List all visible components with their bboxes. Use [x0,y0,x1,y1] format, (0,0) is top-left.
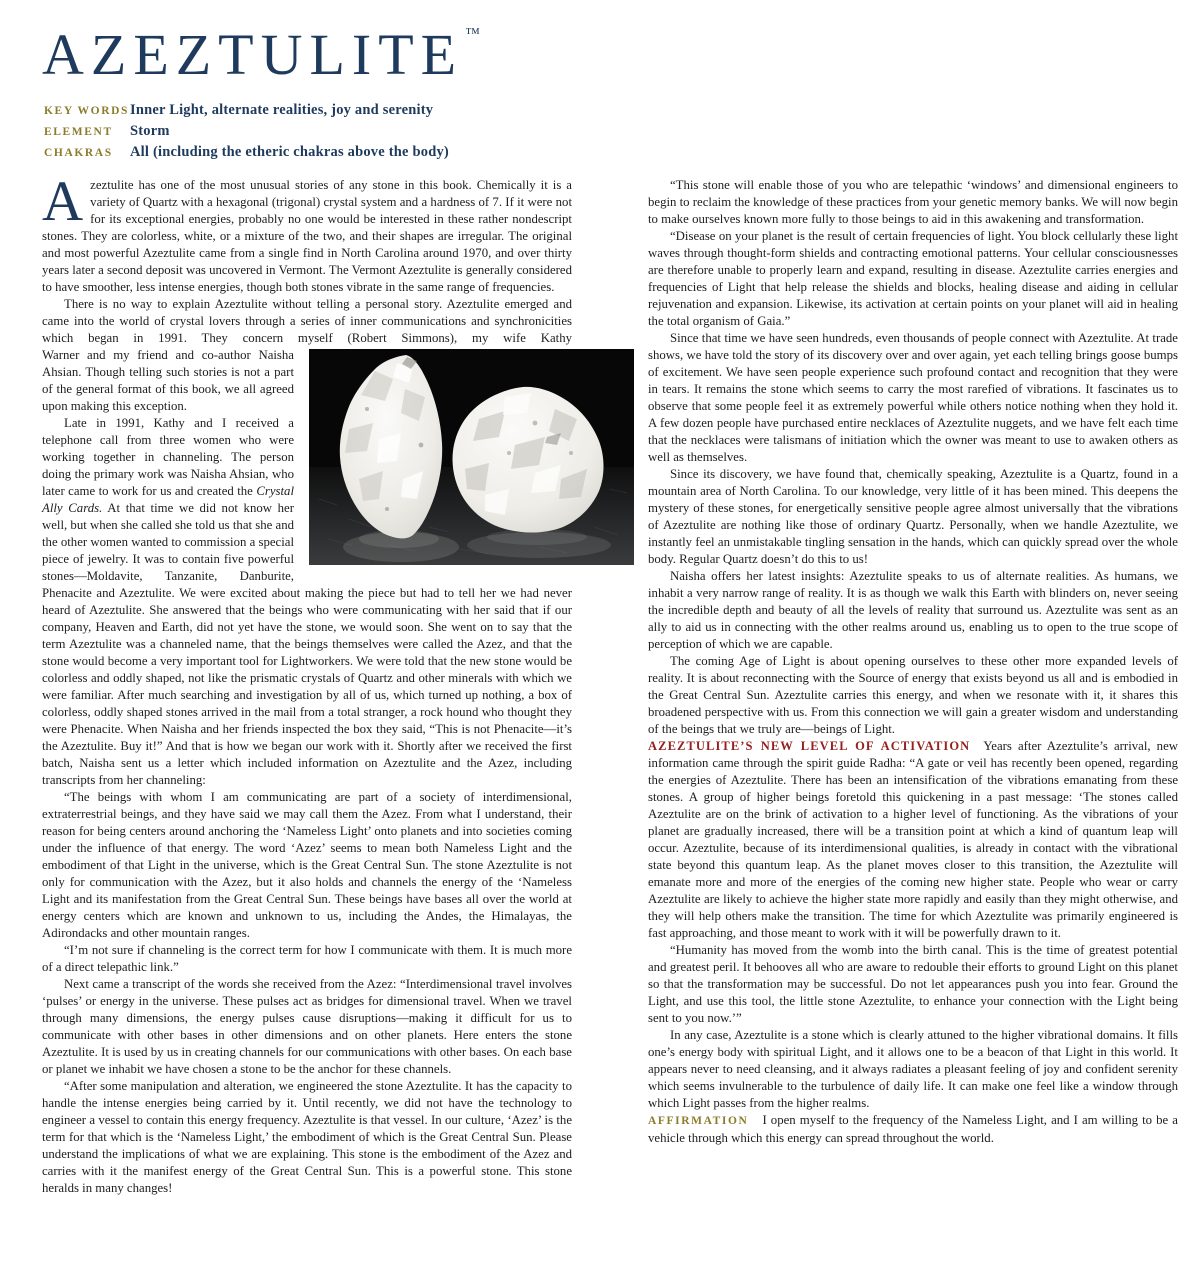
paragraph: Warner and my friend and co-author Naisha Ahsian. Though telling such stories is not a part of the general format of this book, we all agreed upon making this exception. [42,348,294,413]
paragraph: “Humanity has moved from the womb into the birth canal. This is the time of greatest potential and greatest peril. It behooves all who are aware to redouble their efforts to ground Light on this planet so that the transformation may be successful. Do not let appearances push you into fear. Ground the Light, and use this tool, the little stone Azeztulite, to enhance your connection with the Light being sent to you now.’” [648,943,1178,1025]
trademark-symbol: ™ [465,26,481,42]
right-column [648,177,1178,1197]
paragraph: In any case, Azeztulite is a stone which is clearly attuned to the higher vibrational domains. It fills one’s energy body with spiritual Light, and it allows one to be a beacon of that Light in this world. It appears never to need cleansing, and it always radiates a pleasant feeling of joy and confident serenity which seems invulnerable to the turbulence of daily life. It can make one feel like a window through which Light passes from the higher realms. [648,1028,1178,1110]
affirmation-label: AFFIRMATION [648,1115,749,1127]
paragraph: Azeztulite has one of the most unusual stories of any stone in this book. Chemically it is a variety of Quartz with a hexagonal (trigonal) crystal system and a hardness of 7. If it were not for its exceptional energies, probably no one would be interested in these rather nondescript stones. They are colorless, white, or a mixture of the two, and their shapes are irregular. The original and most powerful Azeztulite came from a single find in North Carolina around 1970, and over thirty years later a second deposit was uncovered in Vermont. The Vermont Azeztulite is generally considered to have smoother, less intense energies, though both stones vibrate in the same range of frequencies. [42,170,572,294]
affirmation-text: I open myself to the frequency of the Nameless Light, and I am willing to be a vehicle through which this energy can spread throughout the world. [648,1113,1178,1145]
book-title-italic: Crystal Ally Cards. [42,484,294,515]
meta-label-key-words: KEY WORDS [44,105,130,117]
drop-cap: A [42,170,84,233]
meta-value-element: Storm [130,123,170,139]
page-title [42,22,1170,87]
paragraph: “This stone will enable those of you who are telepathic ‘windows’ and dimensional engineers to begin to reclaim the knowledge of these practices from your genetic memory banks. We will now begin to make ourselves known more fully to those beings to aid in this awakening and transformation. [648,178,1179,226]
meta-row-element [44,123,1170,140]
paragraph: There is no way to explain Azeztulite without telling a personal story. Azeztulite emerged and came into the world of crystal lovers through a series of inner communications and synchronicities which began in 1991. They concern myself (Robert Simmons), my wife Kathy [42,297,572,345]
meta-value-key-words: Inner Light, alternate realities, joy and serenity [130,102,434,118]
paragraph: “Disease on your planet is the result of certain frequencies of light. You block cellularly these light waves through thought-form shields and contracting emotional patterns. Your cellular consciousnesses are therefore unable to properly learn and expand, resulting in disease. Azeztulite carries energies and frequencies of Light that help release the shields and blocks, healing disease and aiding in cellular rejuvenation and expansion. Likewise, its activation at certain points on your planet will aid in healing the total organism of Gaia.” [648,229,1178,328]
meta-row-chakras [44,144,1170,161]
two-column-text [42,170,1179,1197]
meta-label-chakras: CHAKRAS [44,147,113,159]
left-column [42,170,572,1197]
paragraph: Naisha offers her latest insights: Azeztulite speaks to us of alternate realities. As humans, we inhabit a very narrow range of reality. It is as though we walk this Earth with blinders on, never seeing the incredible depth and beauty of all the levels of reality that surround us. Azeztulite was sent as an ally to aid us in connecting with the other realms around us, enabling us to open to the true scope of perception of which we are capable. [648,569,1178,651]
section-heading-activation: AZEZTULITE’S NEW LEVEL OF ACTIVATION [648,739,971,753]
page-title-text: AZEZTULITE [42,22,464,87]
paragraph: “The beings with whom I am communicating are part of a society of interdimensional, extraterrestrial beings, and they have said we may call them the Azez. From what I understand, their reason for being centers around anchoring the ‘Nameless Light’ onto planets and into societies coming under the influence of that energy. The word ‘Azez’ seems to mean both Nameless Light and the embodiment of that Light in the universe, which is the Great Central Sun. The stone Azeztulite is not only for communication with the Azez, but it also holds and channels the energy of the ‘Nameless Light and its manifestation from the Great Central Sun. These beings have bases all over the world at energy centers which are known and unknown to us, including the Andes, the Himalayas, the Adirondacks and other mountain ranges. [42,790,572,940]
meta-row-key-words [44,102,1170,119]
activation-text: Years after Azeztulite’s arrival, new information came through the spirit guide Radha: “A gate or veil has recently been opened, regarding the energies of Azeztulite. There has been an intensification of the vibrations emanating from these stones. A group of higher beings foretold this quickening in a past message: ‘The stones called Azeztulite are on the brink of activation to a higher level of functioning. As the vibrations of your planet are gradually increased, there will be a transition point at which a kind of quantum leap will occur. Azeztulite, because of its interdimensional qualities, is already in contact with the vibrational state beyond this quantum leap. As the planet moves closer to this transition, the Azeztulite will emanate more and more of the energies of the coming new higher state. People who wear or carry Azeztulite are likely to achieve the higher state more rapidly and easily than they might otherwise, and they will help others make the transition. The time for which Azeztulite was primarily engineered is fast approaching, and those meant to work with it will be powerfully drawn to it. [648,739,1178,940]
meta-label-element: ELEMENT [44,126,113,138]
meta-value-chakras: All (including the etheric chakras above the body) [130,144,449,160]
azeztulite-photo [309,349,634,565]
paragraph: “I’m not sure if channeling is the correct term for how I communicate with them. It is much more of a direct telepathic link.” [42,943,572,974]
paragraph: Next came a transcript of the words she received from the Azez: “Interdimensional travel involves ‘pulses’ or energy in the universe. These pulses act as bridges for dimensional travel. When we travel through many dimensions, the energy pulses cause disruptions—making it difficult for us to communicate with other bases in other dimensions and on other planets. Here enters the stone Azeztulite. It is used by us in creating channels for our communications with other bases. On each base or planet we inhabit we have chosen a stone to be the anchor for these channels. [42,977,572,1076]
paragraph: “After some manipulation and alteration, we engineered the stone Azeztulite. It has the capacity to handle the intense energies being carried by it. Until recently, we did not have the technology to engineer a vessel to contain this energy frequency. Azeztulite is that vessel. In our culture, ‘Azez’ is the term for that which is the ‘Nameless Light,’ the embodiment of which is the Great Central Sun. Please understand the implications of what we are explaining. This stone is the embodiment of the Azez and carries with it the manifest energy of the Great Central Sun. This is a powerful stone. This stone heralds in many changes! [42,1079,572,1195]
activation-section [648,738,1178,942]
paragraph: Since its discovery, we have found that, chemically speaking, Azeztulite is a Quartz, found in a mountain area of North Carolina. To our knowledge, very little of it has been mined. This deepens the mystery of these stones, for energetically sensitive people agree almost universally that the vibrations of Azeztulite are nothing like those of ordinary Quartz. Personally, when we handle Azeztulite, we instantly feel an unmistakable tingling sensation in the hands, which can quickly spread over the whole body. Regular Quartz doesn’t do this to us! [648,467,1178,566]
paragraph: Late in 1991, Kathy and I received a telephone call from three women who were working together in channeling. The person doing the primary work was Naisha Ahsian, who later came to work for us and created the Crystal Ally Cards. At that time we did not know her well, but when she called she told us that she and the other women wanted to commission a special piece of jewelry. It was to contain five powerful stones—Moldavite, Tanzanite, Danburite, Phenacite and Azeztulite. We were excited about making the piece but had to tell her we had never heard of Azeztulite. She answered that the beings who were communicating with her said that if our company, Heaven and Earth, did not yet have the stone, we would soon. She went on to say that the term Azeztulite was a channeled name, that the beings themselves were called the Azez, and that the stone would become a very important tool for Lightworkers. We were told that the new stone would be colorless and oddly shaped, not like the prismatic crystals of Quartz and other minerals with which we were familiar. After much searching and investigation by all of us, which turned up nothing, a box of colorless, oddly shaped stones arrived in the mail from a total stranger, a rock hound who thought they were Phenacite. When Naisha and her friends inspected the box they said, “This is not Phenacite—it’s the Azeztulite. Buy it!” And that is how we began our work with it. Shortly after we received the first batch, Naisha sent us a letter which included information on Azeztulite and the Azez, including transcripts from her channeling: [42,416,572,787]
stone-meta-block [44,102,1170,161]
paragraph: The coming Age of Light is about opening ourselves to these other more expanded levels of reality. It is about reconnecting with the Source of energy that exists beyond us all and is embodied in the Great Central Sun. Azeztulite carries this energy, and when we resonate with it, it shares this broadened perspective with us. From this connection we will gain a greater wisdom and understanding of the beings that we truly are—beings of Light. [648,654,1178,736]
paragraph: Since that time we have seen hundreds, even thousands of people connect with Azeztulite. At trade shows, we have told the story of its discovery over and over again, yet each telling brings goose bumps of excitement. We have seen people experience such profound contact and recognition that they were in tears. It remains the stone which seems to carry the most rarefied of vibrations. It fascinates us to observe that some people feel it as extremely powerful while others notice nothing when they hold it. A few dozen people have purchased entire necklaces of Azeztulite nuggets, and we have felt each time that the necklaces were talismans of initiation which the owner was meant to use to awaken others as well as themselves. [648,331,1178,464]
affirmation-paragraph [648,1112,1178,1147]
